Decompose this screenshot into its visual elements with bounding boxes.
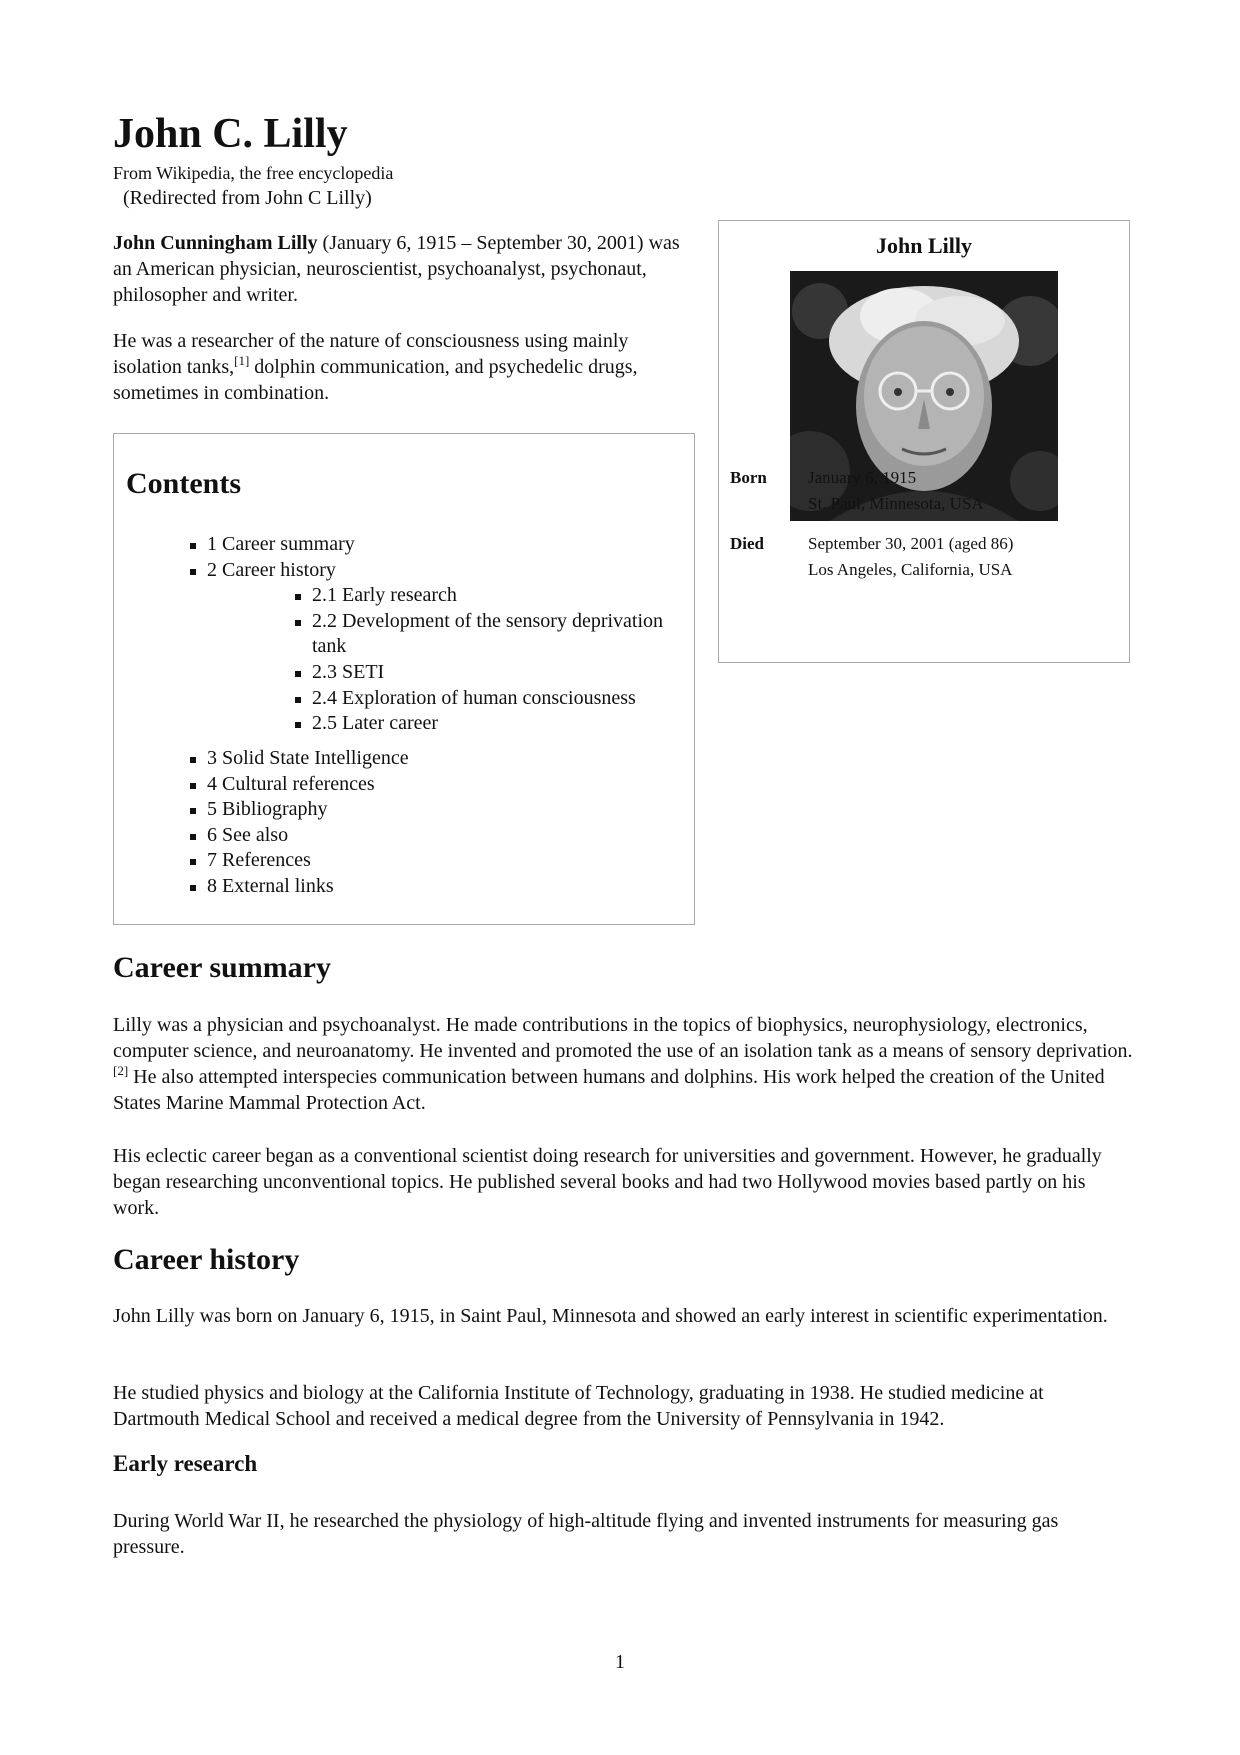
toc-item-7[interactable]: 7 References <box>189 848 689 874</box>
career-summary-paragraph-2: His eclectic career began as a conventional scientist doing research for universities and government. However, he gradually began researching unconventional topics. He published several books and had two Hollywood movies based partly on his work. <box>113 1145 1102 1219</box>
intro-text-2a: He was a researcher of the nature of consciousness using mainly isolation tanks, <box>113 330 629 378</box>
toc-item-5[interactable]: 5 Bibliography <box>189 797 689 823</box>
career-summary-text-1b: He also attempted interspecies communication between humans and dolphins. His work helped the creation of the United States Marine Mammal Protection Act. <box>113 1066 1105 1114</box>
infobox <box>718 220 1130 663</box>
article-title: John C. Lilly <box>113 111 348 157</box>
toc-item-2[interactable] <box>189 558 689 737</box>
toc-item-8[interactable]: 8 External links <box>189 874 689 900</box>
intro-paragraph-2 <box>113 328 698 406</box>
toc-item-2-2[interactable]: 2.2 Development of the sensory deprivation tank <box>294 609 694 660</box>
career-history-paragraph-2: He studied physics and biology at the California Institute of Technology, graduating in 1938. He studied medicine at Dartmouth Medical School and received a medical degree from the University of Pennsylvania in 1942. <box>113 1382 1044 1430</box>
died-label: Died <box>730 534 764 553</box>
career-summary-paragraph-1 <box>113 1012 1133 1116</box>
toc-item-2-3[interactable]: 2.3 SETI <box>294 660 694 686</box>
heading-career-history: Career history <box>113 1243 300 1276</box>
table-of-contents <box>113 433 695 925</box>
intro-text-1: (January 6, 1915 – September 30, 2001) was an American physician, neuroscientist, psychoanalyst, psychonaut, philosopher and writer. <box>113 232 680 306</box>
early-research-paragraph-1: During World War II, he researched the physiology of high-altitude flying and invented instruments for measuring gas pressure. <box>113 1510 1059 1558</box>
heading-early-research: Early research <box>113 1451 258 1476</box>
toc-item-2-5[interactable]: 2.5 Later career <box>294 711 694 737</box>
toc-list <box>189 532 689 737</box>
source-tagline: From Wikipedia, the free encyclopedia <box>113 163 394 183</box>
born-date: January 6, 1915 <box>808 468 917 487</box>
died-place: Los Angeles, California, USA <box>808 560 1013 579</box>
career-summary-text-1a: Lilly was a physician and psychoanalyst. He made contributions in the topics of biophysics, neurophysiology, electronics, computer science, and neuroanatomy. He invented and promoted the use of an isolation tank as a means of sensory deprivation. <box>113 1014 1133 1062</box>
toc-sublist <box>294 583 694 737</box>
toc-item-2-1[interactable]: 2.1 Early research <box>294 583 694 609</box>
died-date: September 30, 2001 (aged 86) <box>808 534 1014 553</box>
intro-text-2b: dolphin communication, and psychedelic drugs, sometimes in combination. <box>113 356 638 404</box>
redirect-note: (Redirected from John C Lilly) <box>123 187 372 209</box>
toc-item-4[interactable]: 4 Cultural references <box>189 772 689 798</box>
died-value <box>808 531 1128 583</box>
reference-1[interactable]: [1] <box>234 353 250 368</box>
toc-list-continued <box>189 746 689 900</box>
reference-2[interactable]: [2] <box>113 1063 129 1078</box>
intro <box>113 230 698 426</box>
toc-heading: Contents <box>126 467 242 500</box>
infobox-title: John Lilly <box>876 233 972 258</box>
toc-item-2-4[interactable]: 2.4 Exploration of human consciousness <box>294 686 694 712</box>
heading-career-summary: Career summary <box>113 951 331 984</box>
born-value <box>808 465 1128 517</box>
toc-item-6[interactable]: 6 See also <box>189 823 689 849</box>
born-place: St. Paul, Minnesota, USA <box>808 494 984 513</box>
toc-item-2-label[interactable]: 2 Career history <box>207 558 336 581</box>
born-label: Born <box>730 468 767 487</box>
subject-name: John Cunningham Lilly <box>113 232 318 254</box>
toc-item-3[interactable]: 3 Solid State Intelligence <box>189 746 689 772</box>
intro-paragraph-1 <box>113 230 698 308</box>
page-number: 1 <box>615 1651 625 1673</box>
career-history-paragraph-1: John Lilly was born on January 6, 1915, in Saint Paul, Minnesota and showed an early interest in scientific experimentation. <box>113 1305 1108 1327</box>
toc-item-1[interactable]: 1 Career summary <box>189 532 689 558</box>
